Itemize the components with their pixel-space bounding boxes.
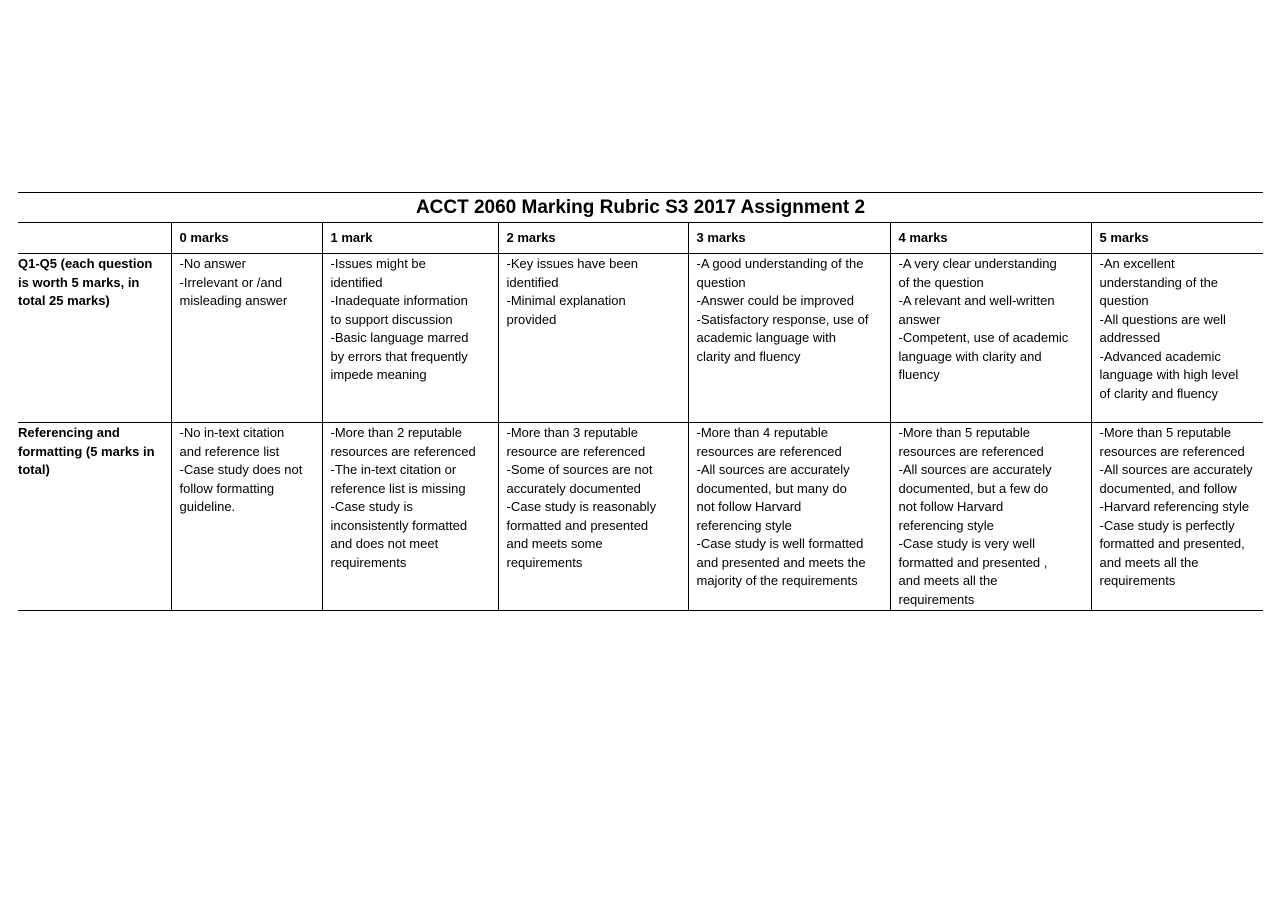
header-1-mark: 1 mark [322,223,498,254]
rubric-cell: -A good understanding of the question -Answer could be improved -Satisfactory response, use of academic language with clarity and fluency [688,254,890,423]
rubric-cell: -More than 5 reputable resources are referenced -All sources are accurately documented, and follow -Harvard referencing style -Case study is perfectly formatted and presented, and meets all the requirements [1091,423,1263,611]
rubric-cell: -No answer -Irrelevant or /and misleading answer [171,254,322,423]
criterion-referencing: Referencing and formatting (5 marks in total) [18,423,171,611]
header-row [18,223,1263,254]
rubric-cell: -An excellent understanding of the question -All questions are well addressed -Advanced academic language with high level of clarity and fluency [1091,254,1263,423]
rubric-table [18,223,1263,611]
rubric-cell: -No in-text citation and reference list -Case study does not follow formatting guideline. [171,423,322,611]
rubric-cell: -Key issues have been identified -Minimal explanation provided [498,254,688,423]
rubric-document [18,192,1263,611]
rubric-cell: -A very clear understanding of the question -A relevant and well-written answer -Competent, use of academic language with clarity and fluency [890,254,1091,423]
rubric-cell: -More than 5 reputable resources are referenced -All sources are accurately documented, but a few do not follow Harvard referencing style -Case study is very well formatted and presented , and meets all the requirements [890,423,1091,611]
header-5-marks: 5 marks [1091,223,1263,254]
rubric-title: ACCT 2060 Marking Rubric S3 2017 Assignment 2 [18,192,1263,223]
header-0-marks: 0 marks [171,223,322,254]
header-4-marks: 4 marks [890,223,1091,254]
header-criterion [18,223,171,254]
table-row [18,254,1263,423]
rubric-cell: -More than 4 reputable resources are referenced -All sources are accurately documented, but many do not follow Harvard referencing style -Case study is well formatted and presented and meets the majority of the requirements [688,423,890,611]
rubric-cell: -More than 3 reputable resource are referenced -Some of sources are not accurately documented -Case study is reasonably formatted and presented and meets some requirements [498,423,688,611]
criterion-questions: Q1-Q5 (each question is worth 5 marks, in total 25 marks) [18,254,171,423]
table-row [18,423,1263,611]
rubric-cell: -More than 2 reputable resources are referenced -The in-text citation or reference list is missing -Case study is inconsistently formatted and does not meet requirements [322,423,498,611]
rubric-cell: -Issues might be identified -Inadequate information to support discussion -Basic language marred by errors that frequently impede meaning [322,254,498,423]
header-2-marks: 2 marks [498,223,688,254]
header-3-marks: 3 marks [688,223,890,254]
